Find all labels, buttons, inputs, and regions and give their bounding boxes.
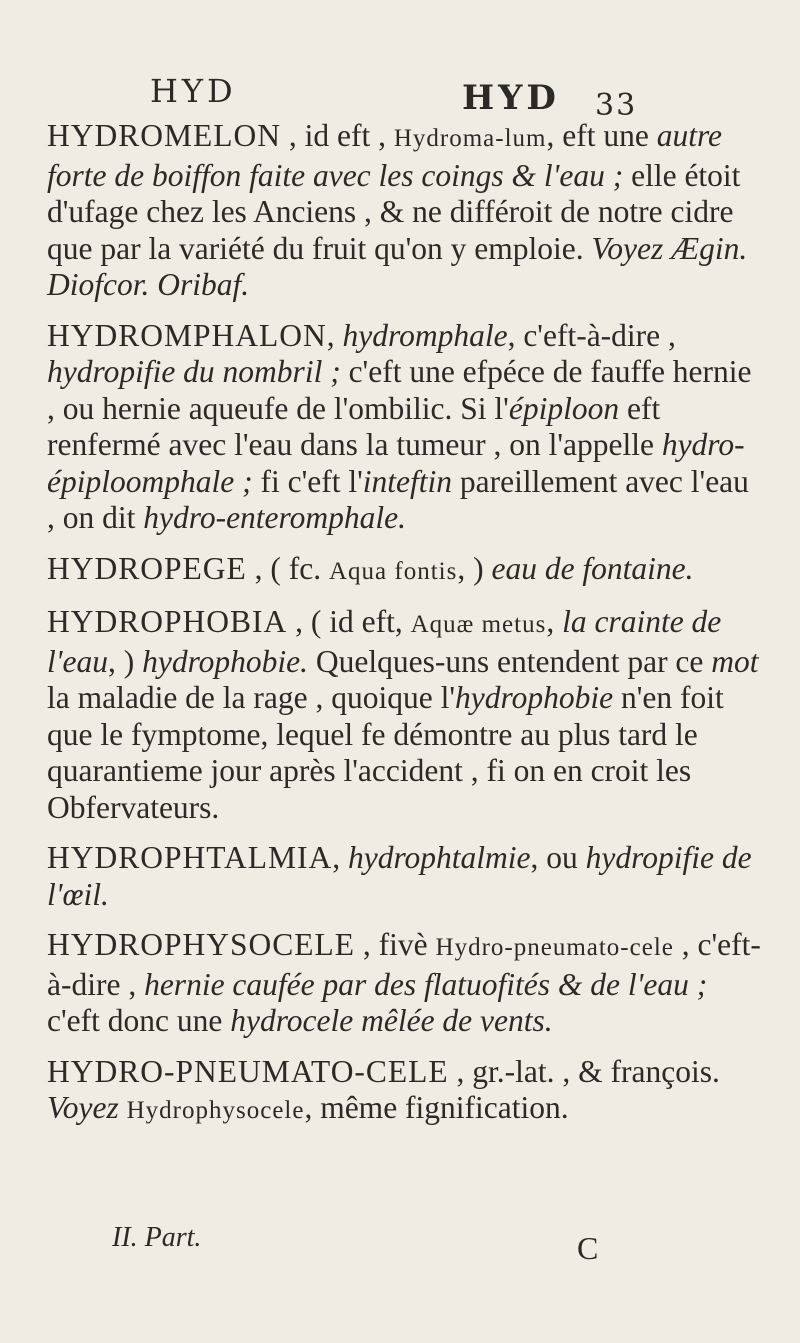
entry-text: , id eft , [281,118,394,153]
dictionary-text [47,118,763,1130]
entry-text: , gr.-lat. , & françois. [448,1053,720,1089]
entry-text: , ) [457,550,492,586]
entry-hydrophobia [47,604,763,826]
entry-hydromphalon [47,318,763,537]
entry-headword: HYDROPEGE [47,550,247,586]
entry-headword: HYDRO-PNEUMATO-CELE [47,1053,449,1089]
entry-text [119,1090,127,1125]
entry-text: , même fignification. [304,1090,569,1125]
cross-reference: Voyez [47,1090,119,1125]
latin-term: Hydroma-lum [393,125,547,152]
term: hydrophobie [455,680,614,715]
french-term: hydrophobie. [142,643,309,679]
definition: hydrocele mêlée de vents. [230,1003,553,1038]
signature-mark: C [577,1230,599,1266]
entry-hydropege [47,551,763,591]
running-header [0,72,800,122]
entry-text: , eft une [546,118,657,153]
page-footer [0,1222,800,1282]
latin-term: Hydro-pneumato-cele [435,934,674,961]
volume-part: II. Part. [112,1222,202,1253]
term: inteftin [362,463,453,499]
entry-text: fi c'eft l' [252,463,363,499]
entry-text: , ( fc. [246,550,329,586]
entry-text: , [326,317,343,353]
entry-hydrophysocele [47,927,763,1040]
entry-text: eft renfermé avec l'eau dans la tumeur , on l'appelle [47,390,662,462]
entry-text: Quelques-uns entendent par ce [308,643,712,679]
term: hydro-enteromphale. [143,500,406,535]
entry-headword: HYDROMELON [47,118,281,153]
entry-hydromelon [47,118,763,304]
entry-text: , ) [107,643,143,679]
entry-text: elle étoit d'ufage chez les Anciens , & ne différoit de notre cidre que par la variété du fruit qu'on y emploie. [47,157,741,266]
entry-text: , fivè [355,927,436,962]
cross-reference: Voyez Ægin. Diofcor. Oribaf. [47,230,748,302]
term: mot [711,643,759,679]
entry-text: , c'eft-à-dire , [47,927,761,1002]
term: hydro-épiploomphale ; [47,427,745,499]
entry-text: , ou [530,840,586,875]
entry-text: , [332,840,348,875]
term: épiploon [508,390,620,426]
page-number: 33 [595,88,638,123]
definition: hydropifie du nombril ; [47,354,341,389]
french-term: hydrophtalmie [347,840,531,875]
entry-text: c'eft une efpéce de fauffe hernie , ou hernie aqueufe de l'ombilic. Si l' [47,354,752,426]
latin-term: Aqua fontis [328,557,458,585]
entry-hydrophtalmia [47,840,763,913]
definition: hydropifie de l'œil. [47,840,752,912]
definition: autre forte de boiffon faite avec les coings & l'eau ; [47,118,723,193]
latin-term: Aquæ metus [410,611,547,638]
right-running-head: HYD [462,78,560,118]
left-running-head: HYD [150,72,237,110]
definition: hernie caufée par des flatuofités & de l'eau ; [144,966,708,1002]
entry-headword: HYDROPHTALMIA [47,840,333,875]
entry-hydro-pneumato-cele [47,1054,763,1130]
definition: eau de fontaine. [491,550,694,586]
entry-text: la maladie de la rage , quoique l' [47,680,456,715]
entry-text: pareillement avec l'eau , on dit [47,463,749,535]
entry-headword: HYDROPHOBIA [47,604,288,639]
french-term: hydromphale [342,317,508,353]
entry-headword: HYDROMPHALON [47,317,327,353]
entry-text: , c'eft-à-dire , [507,317,676,353]
entry-text: , ( id eft, [287,604,411,639]
definition: la crainte de l'eau [47,604,722,679]
entry-headword: HYDROPHYSOCELE [47,927,356,962]
entry-text: , [546,604,563,639]
entry-text: c'eft donc une [47,1003,231,1038]
entry-text: n'en foit que le fymptome, lequel fe démontre au plus tard le quarantieme jour après l'accident , fi on en croit les Obfervateurs. [47,680,724,825]
cross-reference-term: Hydrophysocele [126,1097,305,1124]
